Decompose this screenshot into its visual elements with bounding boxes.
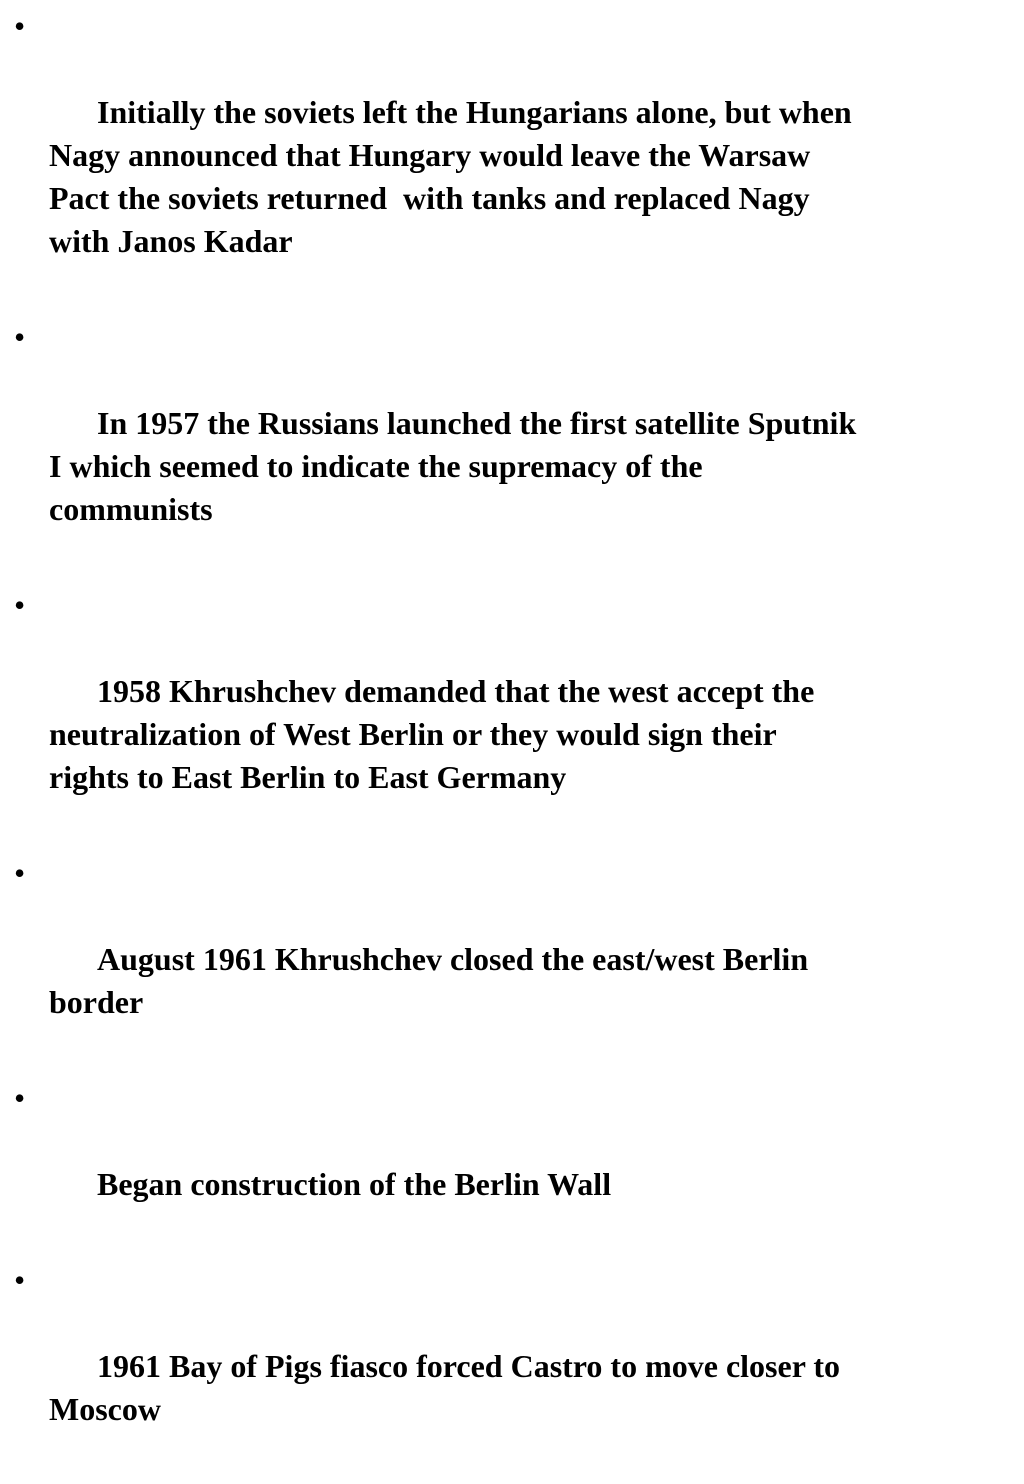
bullet-icon: •: [14, 855, 26, 891]
bullet-text: August 1961 Khrushchev closed the east/west Berlin border: [49, 941, 809, 1020]
bullet-icon: •: [14, 319, 26, 355]
bullet-item: [14, 852, 1004, 1067]
bullet-item: [14, 5, 1004, 306]
bullet-text: Initially the soviets left the Hungarians alone, but when Nagy announced that Hungary would leave the Warsaw Pact the soviets returned with tanks and replaced Nagy with Janos Kadar: [49, 94, 852, 259]
bullet-icon: •: [14, 1080, 26, 1116]
bullet-text: 1961 Bay of Pigs fiasco forced Castro to move closer to Moscow: [49, 1348, 840, 1427]
bullet-icon: •: [14, 8, 26, 44]
bullet-item: [14, 316, 1004, 574]
bullet-text: 1958 Khrushchev demanded that the west accept the neutralization of West Berlin or they would sign their rights to East Berlin to East Germany: [49, 673, 815, 795]
bullet-text: Began construction of the Berlin Wall: [97, 1166, 612, 1202]
bullet-item: [14, 584, 1004, 842]
bullet-icon: •: [14, 1262, 26, 1298]
bullet-list: [14, 5, 1004, 1484]
bullet-item: [14, 1077, 1004, 1249]
bullet-item: [14, 1259, 1004, 1474]
bullet-icon: •: [14, 587, 26, 623]
bullet-text: In 1957 the Russians launched the first satellite Sputnik I which seemed to indicate the supremacy of the communists: [49, 405, 857, 527]
